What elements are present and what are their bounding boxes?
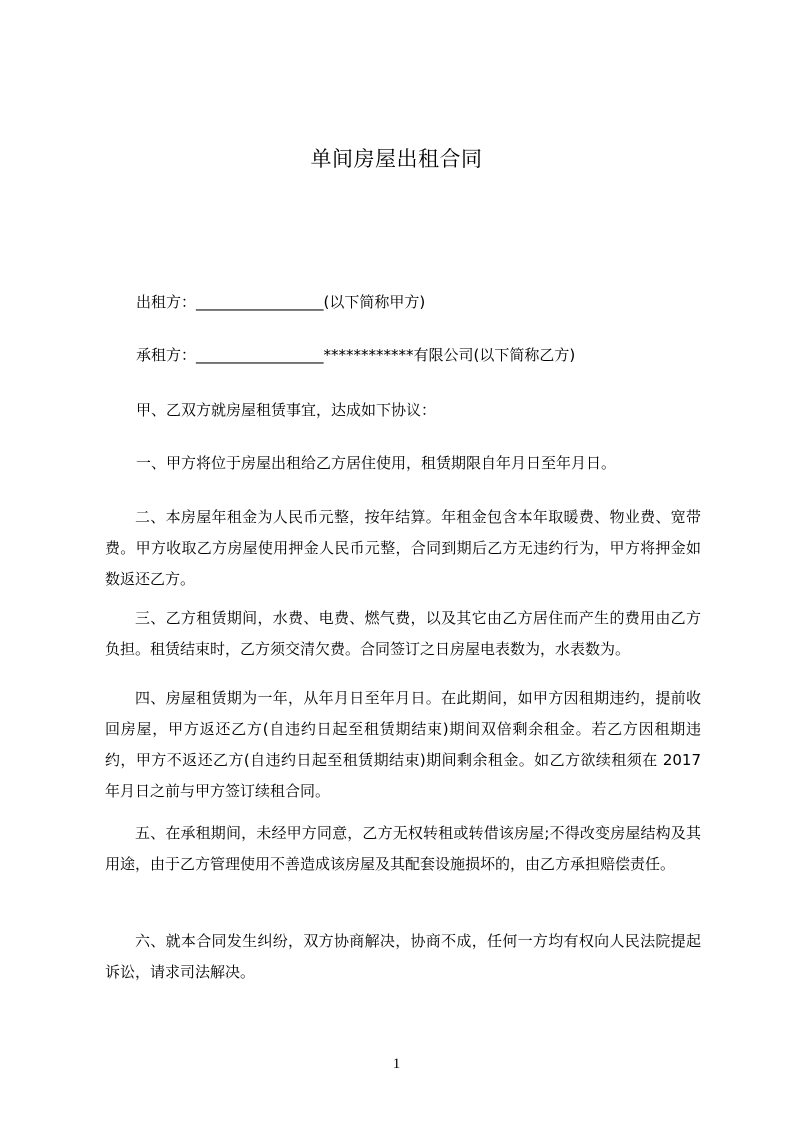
document-title: 单间房屋出租合同 xyxy=(310,147,483,171)
lessor-line: 出租方：_________________(以下简称甲方) xyxy=(136,293,426,311)
intro-line: 甲、乙双方就房屋租赁事宜，达成如下协议： xyxy=(136,401,437,419)
clause-1: 一、甲方将位于房屋出租给乙方居住使用，租赁期限自年月日至年月日。 xyxy=(136,454,617,472)
clause-4: 四、房屋租赁期为一年，从年月日至年月日。在此期间，如甲方因租期违约，提前收回房屋，甲方返还乙方(自违约日起至租赁期结束)期间双倍剩余租金。若乙方因租期违约，甲方不返还乙方(自违约日起至租赁期结束)期间剩余租金。如乙方欲续租须在 2017 年月日之前与甲方签订续租合同。 xyxy=(105,689,701,800)
lessee-line: 承租方：_________________************有限公司(以下简称乙方) xyxy=(136,346,576,364)
clause-5: 五、在承租期间，未经甲方同意，乙方无权转租或转借该房屋;不得改变房屋结构及其用途，由于乙方管理使用不善造成该房屋及其配套设施损坏的，由乙方承担赔偿责任。 xyxy=(105,824,701,873)
clause-6: 六、就本合同发生纠纷，双方协商解决，协商不成，任何一方均有权向人民法院提起诉讼，请求司法解决。 xyxy=(105,932,701,981)
clause-2: 二、本房屋年租金为人民币元整，按年结算。年租金包含本年取暖费、物业费、宽带费。甲方收取乙方房屋使用押金人民币元整，合同到期后乙方无违约行为，甲方将押金如数返还乙方。 xyxy=(105,508,701,588)
clause-3: 三、乙方租赁期间，水费、电费、燃气费，以及其它由乙方居住而产生的费用由乙方负担。租赁结束时，乙方须交清欠费。合同签订之日房屋电表数为，水表数为。 xyxy=(105,609,701,658)
page-number: 1 xyxy=(392,1056,401,1072)
